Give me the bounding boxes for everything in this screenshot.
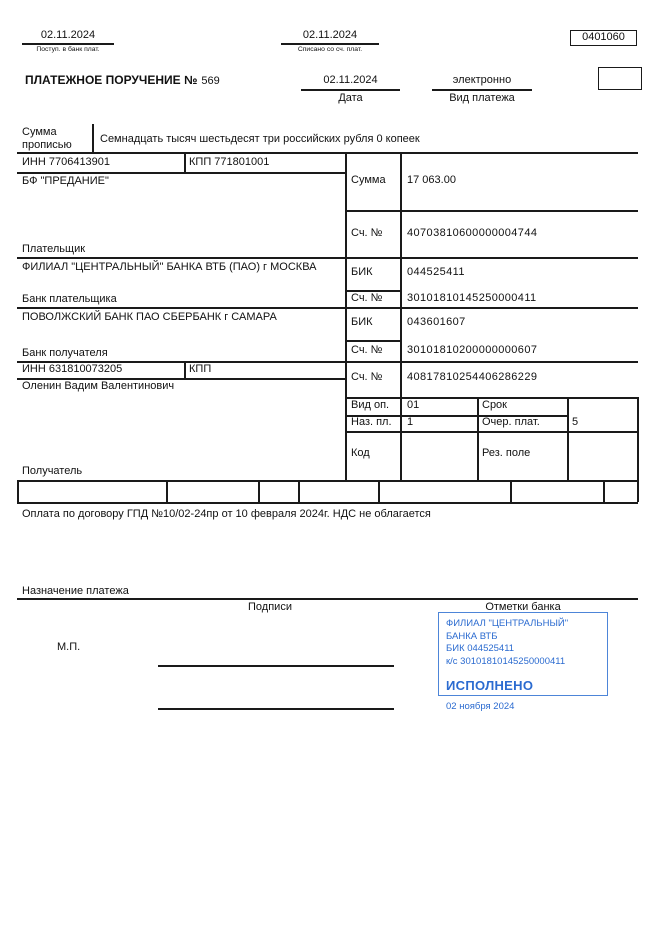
tax-field-cell-border <box>298 481 300 502</box>
doc-number: 569 <box>201 75 220 87</box>
divider <box>345 431 638 433</box>
purpose-label: Назначение платежа <box>22 585 129 597</box>
doc-date-label: Дата <box>338 92 363 104</box>
divider <box>17 307 638 309</box>
payee-bank-account-label: Сч. № <box>351 344 383 356</box>
divider <box>281 43 379 45</box>
divider <box>92 124 94 153</box>
naz-pl-value: 1 <box>407 416 414 428</box>
tax-field-cell-border <box>17 481 19 502</box>
payee-account-label: Сч. № <box>351 371 383 383</box>
payer-bank-bik-label: БИК <box>351 266 373 278</box>
doc-title-label: ПЛАТЕЖНОЕ ПОРУЧЕНИЕ № <box>25 73 198 87</box>
divider <box>17 598 638 600</box>
stamp-status: ИСПОЛНЕНО <box>446 678 534 693</box>
amount-label: Сумма <box>351 174 386 186</box>
divider <box>17 502 638 504</box>
op-kind-value: 01 <box>407 399 420 411</box>
purpose-text: Оплата по договору ГПД №10/02-24пр от 10 февраля 2024г. НДС не облагается <box>22 508 431 520</box>
divider <box>17 257 638 259</box>
payee-kpp-label: КПП <box>189 363 212 375</box>
divider <box>567 397 569 481</box>
divider <box>301 89 400 91</box>
priority-value: 5 <box>572 416 579 428</box>
signature-line <box>158 708 394 710</box>
signature-line <box>158 665 394 667</box>
stamp-corr-account: к/с 30101810145250000411 <box>446 655 566 667</box>
divider <box>17 172 345 174</box>
bank-marks-label: Отметки банка <box>485 601 561 613</box>
payer-bank-account-label: Сч. № <box>351 292 383 304</box>
tax-field-cell-border <box>166 481 168 502</box>
payer-bank-bik: 044525411 <box>407 266 465 278</box>
amount-value: 17 063.00 <box>407 174 456 186</box>
res-field-label: Рез. поле <box>482 447 531 459</box>
tax-field-cell-border <box>603 481 605 502</box>
divider <box>432 89 532 91</box>
mp-label: М.П. <box>57 641 81 653</box>
divider <box>17 152 638 154</box>
divider <box>477 397 479 481</box>
doc-date: 02.11.2024 <box>323 74 378 86</box>
debited-date: 02.11.2024 <box>302 29 358 41</box>
bank-stamp <box>438 612 608 712</box>
payee-bank-name: ПОВОЛЖСКИЙ БАНК ПАО СБЕРБАНК г САМАРА <box>22 311 277 323</box>
payer-account: 40703810600000004744 <box>407 227 538 239</box>
divider <box>22 43 114 45</box>
tax-field-cell-border <box>510 481 512 502</box>
amount-words: Семнадцать тысяч шестьдесят три российских рубля 0 копеек <box>100 133 420 145</box>
form-code-box <box>570 30 637 46</box>
stamp-bank-name: ФИЛИАЛ "ЦЕНТРАЛЬНЫЙ" БАНКА ВТБ <box>446 618 569 642</box>
payer-inn: ИНН 7706413901 <box>22 156 111 168</box>
divider <box>184 362 186 378</box>
amount-words-label: Сумма прописью <box>22 126 72 151</box>
debited-date-label: Списано со сч. плат. <box>297 45 363 53</box>
signatures-label: Подписи <box>248 601 292 613</box>
payment-kind: электронно <box>452 74 512 86</box>
received-date: 02.11.2024 <box>40 29 96 41</box>
received-date-label: Поступ. в банк плат. <box>36 45 100 53</box>
divider <box>17 480 638 482</box>
code-label: Код <box>351 447 370 459</box>
form-code: 0401060 <box>582 31 625 43</box>
tax-field-cell-border <box>258 481 260 502</box>
stamp-date: 02 ноября 2024 <box>446 701 515 712</box>
payee-bank-account: 30101810200000000607 <box>407 344 538 356</box>
op-kind-label: Вид оп. <box>351 399 390 411</box>
priority-label: Очер. плат. <box>482 416 540 428</box>
payer-label: Плательщик <box>22 243 86 255</box>
divider <box>345 340 400 342</box>
doc-title <box>25 74 220 88</box>
payee-inn: ИНН 631810073205 <box>22 363 123 375</box>
empty-code-box <box>598 67 642 90</box>
payee-bank-bik-label: БИК <box>351 316 373 328</box>
payer-kpp: КПП 771801001 <box>189 156 270 168</box>
term-label: Срок <box>482 399 507 411</box>
payment-kind-label: Вид платежа <box>449 92 515 104</box>
payee-bank-bik: 043601607 <box>407 316 466 328</box>
tax-field-cell-border <box>378 481 380 502</box>
payer-bank-account: 30101810145250000411 <box>407 292 537 304</box>
divider <box>184 152 186 172</box>
stamp-bik: БИК 044525411 <box>446 643 515 654</box>
payee-account: 40817810254406286229 <box>407 371 538 383</box>
payee-bank-label: Банк получателя <box>22 347 108 359</box>
tax-field-cell-border <box>637 481 639 502</box>
payer-bank-label: Банк плательщика <box>22 293 117 305</box>
payer-name: БФ "ПРЕДАНИЕ" <box>22 175 109 187</box>
payee-name: Оленин Вадим Валентинович <box>22 380 175 392</box>
payee-label: Получатель <box>22 465 83 477</box>
divider <box>345 210 638 212</box>
divider <box>637 397 639 481</box>
payer-bank-name: ФИЛИАЛ "ЦЕНТРАЛЬНЫЙ" БАНКА ВТБ (ПАО) г МОСКВА <box>22 261 317 273</box>
naz-pl-label: Наз. пл. <box>351 416 392 428</box>
payer-account-label: Сч. № <box>351 227 383 239</box>
